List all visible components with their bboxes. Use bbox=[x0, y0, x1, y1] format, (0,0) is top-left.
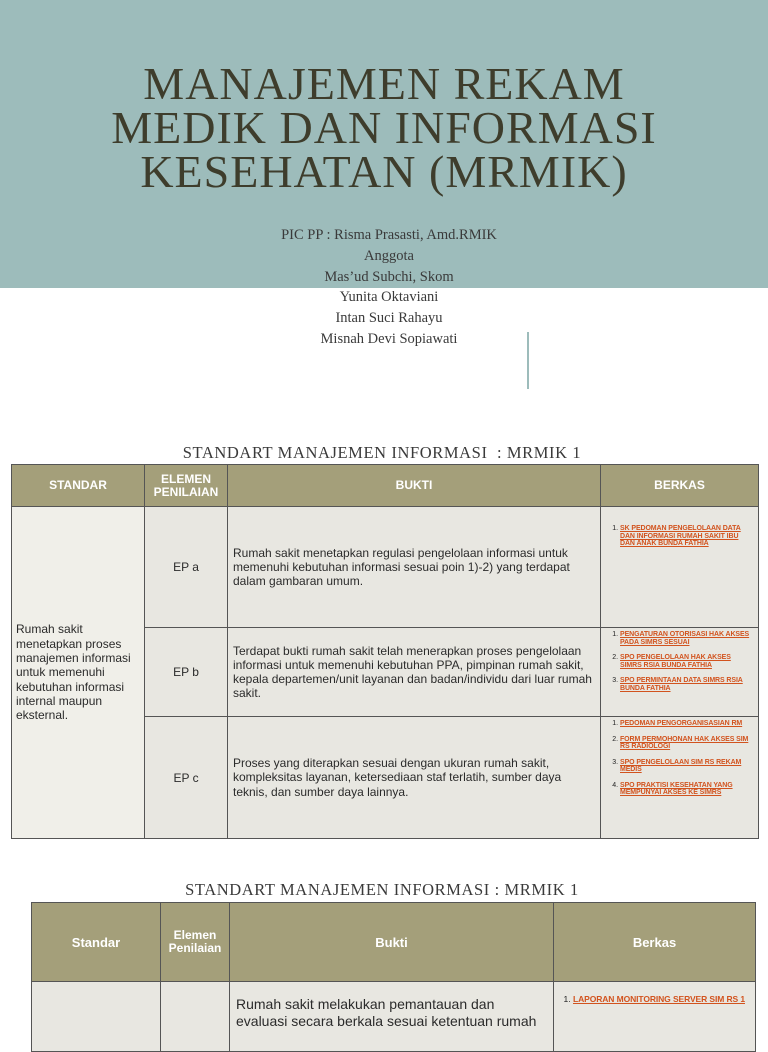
list-item bbox=[620, 525, 754, 548]
member-name: Yunita Oktaviani bbox=[339, 289, 439, 306]
ep-cell: EP a bbox=[145, 507, 228, 628]
bukti-cell: Rumah sakit menetapkan regulasi pengelolaan informasi untuk memenuhi kebutuhan informasi sesuai poin 1)-2) yang terdapat dalam gambaran umum. bbox=[228, 507, 601, 628]
table-row bbox=[12, 507, 759, 628]
berkas-cell bbox=[601, 717, 759, 839]
list-item bbox=[620, 677, 754, 692]
ep-cell bbox=[161, 982, 230, 1052]
header-bukti: BUKTI bbox=[228, 465, 601, 507]
section-title: STANDART MANAJEMEN INFORMASI : MRMIK 1 bbox=[185, 880, 579, 899]
table-header-row bbox=[12, 465, 759, 507]
file-link[interactable]: SPO PENGELOLAAN SIM RS REKAM MEDIS bbox=[620, 758, 742, 773]
list-item bbox=[620, 654, 754, 669]
file-list bbox=[603, 631, 754, 692]
member-label: Anggota bbox=[364, 247, 414, 264]
file-link[interactable]: PEDOMAN PENGORGANISASIAN RM bbox=[620, 720, 743, 727]
member-pic: PIC PP : Risma Prasasti, Amd.RMIK bbox=[281, 227, 497, 243]
member-name: Misnah Devi Sopiawati bbox=[320, 330, 458, 347]
list-item bbox=[620, 631, 754, 646]
slide-title bbox=[0, 58, 768, 197]
header-standar: Standar bbox=[32, 903, 161, 982]
header-elemen: Elemen Penilaian bbox=[161, 903, 230, 982]
bukti-cell: Terdapat bukti rumah sakit telah menerapkan proses pengelolaan informasi untuk memenuhi kebutuhan PPA, pimpinan rumah sakit, kepala departemen/unit layanan dan badan/individu dari luar rumah sakit. bbox=[228, 628, 601, 717]
file-link[interactable]: FORM PERMOHONAN HAK AKSES SIM RS RADIOLOGI bbox=[620, 735, 749, 750]
file-link[interactable]: SPO PERMINTAAN DATA SIMRS RSIA BUNDA FATHIA bbox=[620, 677, 743, 692]
file-link[interactable]: PENGATURAN OTORISASI HAK AKSES PADA SIMRS SESUAI bbox=[620, 631, 750, 646]
file-link[interactable]: SPO PRAKTISI KESEHATAN YANG MEMPUNYAI AKSES KE SIMRS bbox=[620, 781, 733, 796]
list-item bbox=[620, 782, 754, 797]
list-item bbox=[620, 736, 754, 751]
bukti-cell: Rumah sakit melakukan pemantauan dan evaluasi secara berkala sesuai ketentuan rumah bbox=[230, 982, 554, 1052]
section-title: STANDART MANAJEMEN INFORMASI : MRMIK 1 bbox=[182, 443, 582, 462]
header-bukti: Bukti bbox=[230, 903, 554, 982]
file-link[interactable]: SPO PENGELOLAAN HAK AKSES SIMRS RSIA BUNDA FATHIA bbox=[620, 654, 731, 669]
table-header-row bbox=[32, 903, 756, 982]
file-list bbox=[555, 995, 754, 1004]
berkas-cell bbox=[554, 982, 756, 1052]
list-item bbox=[620, 759, 754, 774]
standar-cell bbox=[32, 982, 161, 1052]
decorative-divider bbox=[527, 332, 529, 389]
file-list bbox=[603, 720, 754, 797]
standard-table bbox=[11, 464, 759, 839]
header-berkas: Berkas bbox=[554, 903, 756, 982]
list-item bbox=[620, 720, 754, 728]
berkas-cell bbox=[601, 628, 759, 717]
member-name: Intan Suci Rahayu bbox=[335, 310, 443, 327]
table-row bbox=[32, 982, 756, 1052]
header-elemen: ELEMEN PENILAIAN bbox=[145, 465, 228, 507]
file-link[interactable]: LAPORAN MONITORING SERVER SIM RS 1 bbox=[573, 994, 745, 1004]
standard-table-2 bbox=[31, 902, 756, 1052]
file-link[interactable]: SK PEDOMAN PENGELOLAAN DATA DAN INFORMASI RUMAH SAKIT IBU DAN ANAK BUNDA FATHIA bbox=[620, 525, 741, 547]
header-berkas: BERKAS bbox=[601, 465, 759, 507]
berkas-cell bbox=[601, 507, 759, 628]
list-item bbox=[573, 995, 754, 1004]
title-line: MANAJEMEN REKAM bbox=[143, 58, 625, 109]
ep-cell: EP b bbox=[145, 628, 228, 717]
header-standar: STANDAR bbox=[12, 465, 145, 507]
member-name: Mas’ud Subchi, Skom bbox=[324, 268, 454, 285]
title-line: KESEHATAN (MRMIK) bbox=[140, 146, 628, 197]
standar-cell: Rumah sakit menetapkan proses manajemen informasi untuk memenuhi kebutuhan informasi internal maupun eksternal. bbox=[12, 507, 145, 839]
title-line: MEDIK DAN INFORMASI bbox=[111, 102, 657, 153]
ep-cell: EP c bbox=[145, 717, 228, 839]
bukti-cell: Proses yang diterapkan sesuai dengan ukuran rumah sakit, kompleksitas layanan, ketersediaan staf terlatih, sumber daya teknis, dan sumber daya lainnya. bbox=[228, 717, 601, 839]
team-members bbox=[0, 225, 768, 350]
file-list bbox=[603, 525, 754, 548]
